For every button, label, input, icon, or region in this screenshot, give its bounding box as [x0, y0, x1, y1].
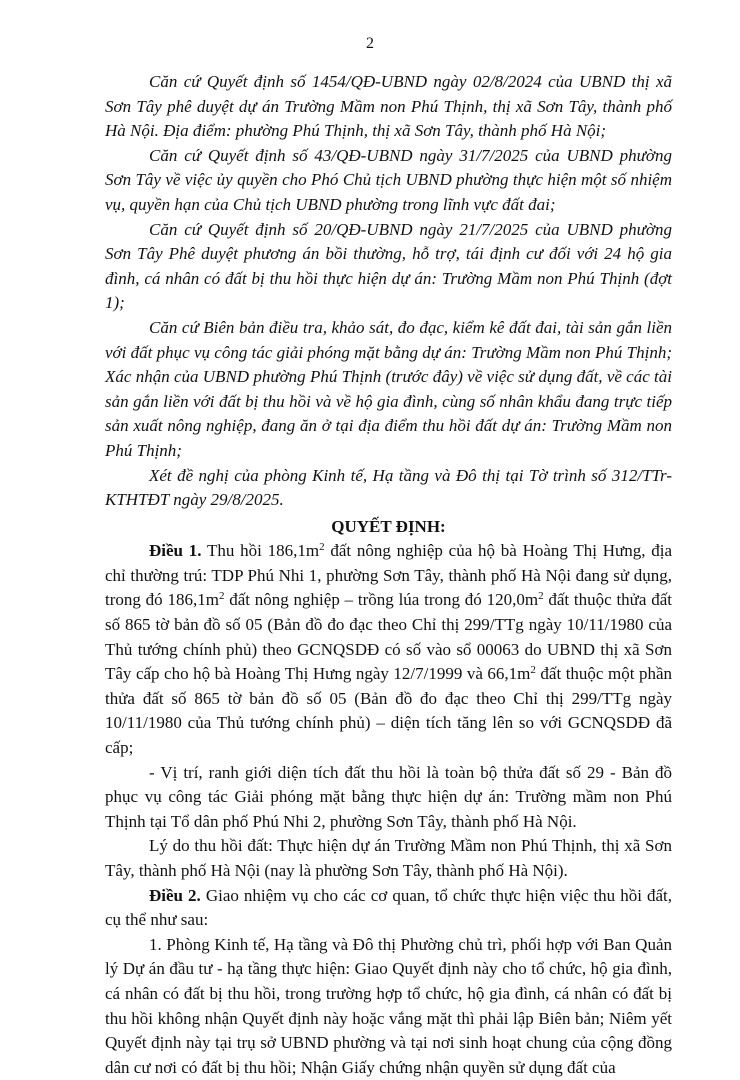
decision-title: QUYẾT ĐỊNH: [331, 516, 446, 536]
legal-basis-paragraph: Căn cứ Biên bản điều tra, khảo sát, đo đạc, kiểm kê đất đai, tài sản gắn liền với đất phục vụ công tác giải phóng mặt bằng dự án: Trường Mầm non Phú Thịnh; Xác nhận của UBND phường Phú Thịnh (trước đây) về việc sử dụng đất, về các tài sản gắn liền với đất bị thu hồi và về hộ gia đình, cùng số nhân khẩu đang trực tiếp sản xuất nông nghiệp, đang ăn ở tại địa điểm thu hồi đất dự án: Trường Mầm non Phú Thịnh; [105, 317, 672, 460]
legal-basis-paragraph: Căn cứ Quyết định số 43/QĐ-UBND ngày 31/7/2025 của UBND phường Sơn Tây về việc ủy quyền cho Phó Chủ tịch UBND phường thực hiện một số nhiệm vụ, quyền hạn của Chủ tịch UBND phường trong lĩnh vực đất đai; [105, 145, 672, 214]
article-2-paragraph: Điều 2. Giao nhiệm vụ cho các cơ quan, tổ chức thực hiện việc thu hồi đất, cụ thể như sau: [105, 885, 673, 930]
page-number: 2 [366, 35, 374, 52]
document-body [105, 70, 672, 1080]
article-1-reason-paragraph: Lý do thu hồi đất: Thực hiện dự án Trường Mầm non Phú Thịnh, thị xã Sơn Tây, thành phố Hà Nội (nay là phường Sơn Tây, thành phố Hà Nội). [105, 836, 672, 880]
article-1-location-paragraph: - Vị trí, ranh giới diện tích đất thu hồi là toàn bộ thửa đất số 29 - Bản đồ phục vụ công tác Giải phóng mặt bằng thực hiện dự án: Trường mầm non Phú Thịnh tại Tổ dân phố Phú Nhi 2, phường Sơn Tây, thành phố Hà Nội. [105, 762, 672, 831]
legal-basis-paragraph: Xét đề nghị của phòng Kinh tế, Hạ tầng và Đô thị tại Tờ trình số 312/TTr-KTHTĐT ngày 29/8/2025. [105, 465, 672, 510]
article-2-label: Điều 2. [149, 885, 201, 905]
article-2-item-1-paragraph: 1. Phòng Kinh tế, Hạ tầng và Đô thị Phường chủ trì, phối hợp với Ban Quản lý Dự án đầu tư - hạ tầng thực hiện: Giao Quyết định này cho tổ chức, hộ gia đình, cá nhân có đất bị thu hồi, trong trường hợp tổ chức, hộ gia đình, cá nhân có đất bị thu hồi không nhận Quyết định này hoặc vắng mặt thì phải lập Biên bản; Niêm yết Quyết định này tại trụ sở UBND phường và tại nơi sinh hoạt chung của cộng đồng dân cư nơi có đất bị thu hồi; Nhận Giấy chứng nhận quyền sử dụng đất của [105, 934, 672, 1077]
article-1-label: Điều 1. [149, 541, 202, 561]
article-1-paragraph: Điều 1. Thu hồi $186,1m^2$ đất nông nghiệp của hộ bà Hoàng Thị Hưng, địa chỉ thường trú: TDP Phú Nhi 1, phường Sơn Tây, thành phố Hà Nội đang sử dụng, trong đó $186,1m^2$ đất nông nghiệp – trồng lúa trong đó $120,0m^2$ đất thuộc thửa đất số 865 tờ bản đồ số 05 (Bản đồ đo đạc theo Chỉ thị 299/TTg ngày 10/11/1980 của Thủ tướng chính phủ) theo GCNQSDĐ có số vào sổ 00063 do UBND thị xã Sơn Tây cấp cho hộ bà Hoàng Thị Hưng ngày 12/7/1999 và $66,1m^2$ đất thuộc một phần thửa đất số 865 tờ bản đồ số 05 (Bản đồ đo đạc theo Chỉ thị 299/TTg ngày 10/11/1980 của Thủ tướng chính phủ) – diện tích tăng lên so với GCNQSDĐ đã cấp; [105, 541, 672, 758]
legal-basis-paragraph: Căn cứ Quyết định số 20/QĐ-UBND ngày 21/7/2025 của UBND phường Sơn Tây Phê duyệt phương án bồi thường, hỗ trợ, tái định cư đối với 24 hộ gia đình, cá nhân có đất bị thu hồi thực hiện dự án: Trường Mầm non Phú Thịnh (đợt 1); [105, 219, 672, 313]
legal-basis-paragraph: Căn cứ Quyết định số 1454/QĐ-UBND ngày 02/8/2024 của UBND thị xã Sơn Tây phê duyệt dự án Trường Mầm non Phú Thịnh, thị xã Sơn Tây, thành phố Hà Nội. Địa điểm: phường Phú Thịnh, thị xã Sơn Tây, thành phố Hà Nội; [105, 72, 672, 141]
